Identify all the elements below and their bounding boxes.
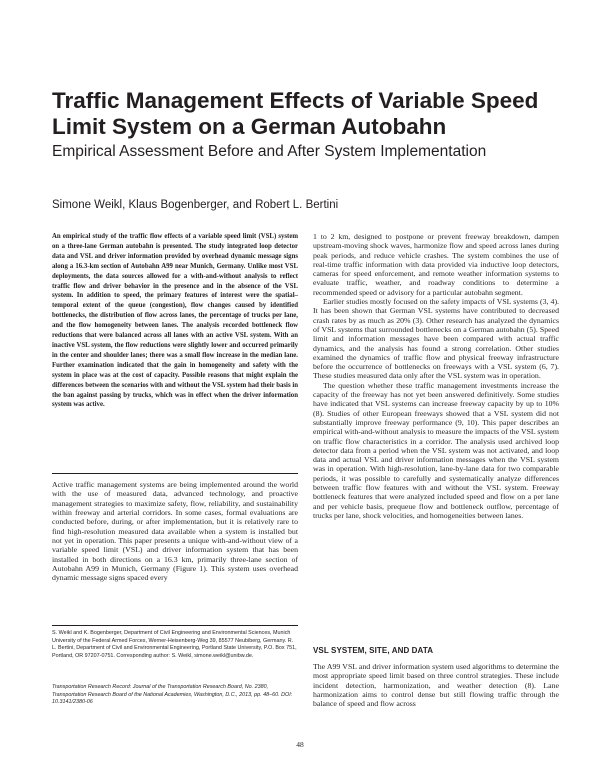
body-paragraph: The question whether these traffic management investments increase the capacity of the freeway has not yet been answered definitively. Some studies have indicated that VSL systems can increase freeway capacity by up to 10% (8). Studies of other European freeways showed that a VSL system did not substantially improve freeway performance (9, 10). This paper describes an empirical with-and-without analysis to measure the impacts of the VSL system on traffic flow characteristics in a corridor. The analysis used archived loop detector data from a period when the VSL system was not activated, and loop data and actual VSL and driver information messages when the VSL system was in operation. With high-resolution, lane-by-lane data for two comparable periods, it was possible to carefully and systematically analyze differences between traffic flow features with and without the VSL system. Freeway bottleneck features that were analyzed included speed and flow on a per lane and per vehicle basis, prequeue flow and bottleneck outflow, percentage of trucks per lane, shock velocities, and homogeneities between lanes. bbox=[313, 380, 559, 520]
page-subtitle: Empirical Assessment Before and After System Implementation bbox=[52, 143, 487, 160]
author-affiliations: S. Weikl and K. Bogenberger, Department of Civil Engineering and Environmental Sciences, Munich University of the Federal Armed Forces, Werner-Heisenberg-Weg 39, 85577 Neubiberg, Germany. R. L. Bertini, Department of Civil and Environmental Engineering, Portland State University, P.O. Box 751, Portland, OR 97207-0751. Corresponding author: S. Weikl, simone.weikl@unibw.de. bbox=[52, 630, 297, 659]
page-number: 48 bbox=[296, 740, 304, 749]
page-title: Traffic Management Effects of Variable Speed Limit System on a German Autobahn bbox=[52, 88, 539, 139]
body-paragraph: Earlier studies mostly focused on the safety impacts of VSL systems (3, 4). It has been shown that German VSL systems have contributed to decreased crash rates by as much as 20% (3). Other research has analyzed the dynamics of VSL systems that surrounded bottlenecks on a German autobahn (5). Speed limit and information messages have been compared with actual traffic dynamics, and the analysis has found a strong correlation. Other studies examined the dynamics of traffic flow and physical freeway infrastructure before the occurrence of bottlenecks on freeways with a VSL system (6, 7). These studies measured data only after the VSL system was in operation. bbox=[313, 297, 559, 381]
author-list: Simone Weikl, Klaus Bogenberger, and Robert L. Bertini bbox=[52, 199, 339, 211]
body-paragraph: The A99 VSL and driver information system used algorithms to determine the most appropriate speed limit based on three control strategies. These include incident detection, harmonization, and weather detection (8). Lane harmonization aims to control dense but still flowing traffic through the balance of speed and flow across bbox=[313, 662, 559, 709]
intro-paragraph: Active traffic management systems are being implemented around the world with the use of measured data, advanced technology, and proactive management strategies to maximize safety, flow, reliability, and sustainability within freeway and arterial corridors. In some cases, formal evaluations are conducted before, during, or after implementation, but it is relatively rare to find high-resolution measured data available when a system is installed but not yet in operation. This paper presents a unique with-and-without view of a variable speed limit (VSL) and driver information system that has been installed in both directions on a 16.3 km, primarily three-lane section of Autobahn A99 in Munich, Germany (Figure 1). This system uses overhead dynamic message signs spaced every bbox=[52, 480, 298, 583]
abstract: An empirical study of the traffic flow effects of a variable speed limit (VSL) system on a three-lane German autobahn is presented. The study integrated loop detector data and VSL and driver information provided by overhead dynamic message signs along a 16.3-km section of Autobahn A99 near Munich, Germany. Unlike most VSL deployments, the data sources allowed for a with-and-without analysis to reflect traffic flow and driver behavior in the presence and in the absence of the VSL system. In addition to speed, the primary features of interest were the spatial–temporal extent of the queue (congestion), flow changes caused by identified bottlenecks, the distribution of flow across lanes, the percentage of trucks per lane, and the flow homogeneity between lanes. The analysis recorded bottleneck flow reductions that were balanced across all lanes with an active VSL system. With an inactive VSL system, the flow reductions were slightly lower and occurred primarily in the center and shoulder lanes; there was a small flow increase in the median lane. Further examination indicated that the gain in homogeneity and safety with the system in place was at the cost of capacity. Possible reasons that might explain the differences between the scenarios with and without the VSL system had their basis in the ban against passing by trucks, which was in effect when the driver information system was active. bbox=[52, 233, 298, 409]
citation-footnote: Transportation Research Record: Journal of the Transportation Research Board, No. 2380, Transportation Research Board of the National Academies, Washington, D.C., 2013, pp. 48–60. DOI: 10.3141/2380-06 bbox=[52, 684, 293, 706]
introduction-text bbox=[52, 480, 298, 583]
right-column-text bbox=[313, 232, 559, 520]
body-paragraph: 1 to 2 km, designed to postpone or prevent freeway breakdown, dampen upstream-moving shock waves, harmonize flow and speed across lanes during peak periods, and reduce vehicle crashes. The system combines the use of real-time traffic information with data provided via inductive loop detectors, cameras for speed enforcement, and remote weather information systems to evaluate traffic, weather, and roadway conditions to determine a recommended speed or advisory for a particular autobahn segment. bbox=[313, 232, 559, 297]
abstract-divider bbox=[52, 473, 298, 474]
section-body bbox=[313, 662, 559, 708]
section-heading: VSL SYSTEM, SITE, AND DATA bbox=[313, 646, 434, 655]
footnote-divider bbox=[52, 625, 298, 626]
